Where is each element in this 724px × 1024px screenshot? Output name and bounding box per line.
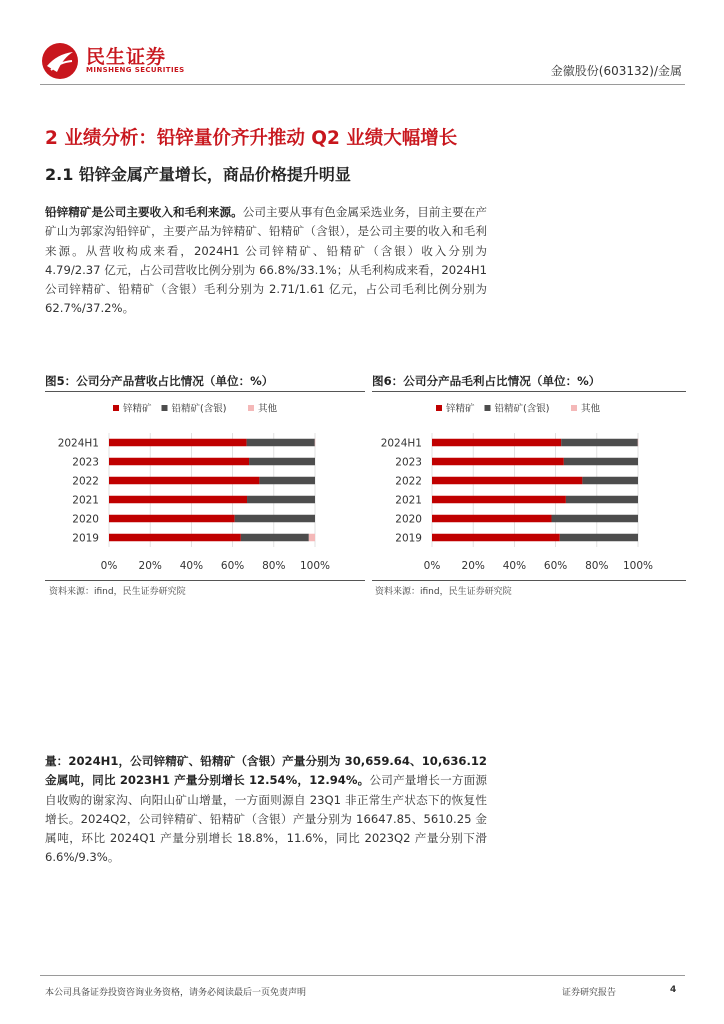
- minsheng-logo-icon: [41, 42, 79, 80]
- legend-item-2: [571, 403, 601, 415]
- figure6-title: 图6：公司分产品毛利占比情况（单位：%）: [372, 374, 601, 388]
- logo-text-en: MINSHENG SECURITIES: [86, 66, 185, 74]
- legend-item-0: [113, 403, 152, 415]
- y-tick-label-2: 2022: [72, 475, 99, 488]
- bar-0-3: [432, 496, 566, 504]
- x-tick-label-0: 0%: [100, 560, 118, 572]
- y-tick-label-3: 2021: [72, 494, 99, 507]
- bar-0-1: [109, 458, 249, 466]
- bar-2-0: [638, 439, 639, 447]
- production-paragraph-lead: 量：2024H1，公司锌精矿、铅精矿（含银）产量分别为 30,659.64、10,636.12 金属吨，同比 2023H1 产量分别增长 12.54%，12.94%。: [45, 754, 487, 788]
- legend-item-0: [436, 403, 475, 415]
- legend-item-1: [162, 403, 227, 415]
- bar-1-3: [566, 496, 638, 504]
- revenue-paragraph-body: 公司主要从事有色金属采选业务，目前主要在产矿山为郭家沟铅锌矿，主要产品为锌精矿、铅精矿（含银），是公司主要的收入和毛利来源。从营收构成来看，2024H1 公司锌精矿、铅精矿（含银）收入分别为 4.79/2.37 亿元，占公司营收比例分别为 66.8%/33.1%；从毛利构成来看，2024H1 公司锌精矿、铅精矿（含银）毛利分别为 2.71/1.61 亿元，占公司毛利比例分别为 62.7%/37.2%。: [45, 205, 487, 316]
- figure6-source: 资料来源：ifind，民生证券研究院: [375, 587, 512, 597]
- bar-0-0: [432, 439, 561, 447]
- figure5-top-rule: [45, 391, 365, 392]
- y-tick-label-5: 2019: [395, 532, 422, 545]
- y-tick-label-0: 2024H1: [57, 437, 99, 450]
- x-tick-label-4: 80%: [585, 560, 609, 572]
- bar-1-1: [249, 458, 315, 466]
- legend-swatch-1: [162, 405, 168, 411]
- y-tick-label-4: 2020: [72, 513, 99, 526]
- x-tick-label-2: 40%: [502, 560, 527, 572]
- y-tick-label-0: 2024H1: [380, 437, 422, 450]
- bar-1-4: [551, 515, 638, 523]
- legend-swatch-0: [436, 405, 442, 411]
- legend-item-2: [248, 403, 278, 415]
- bar-0-2: [109, 477, 259, 485]
- bar-1-5: [241, 534, 309, 542]
- subsection-heading: 2.1 铅锌金属产量增长，商品价格提升明显: [45, 165, 351, 184]
- bar-0-1: [432, 458, 564, 466]
- y-tick-label-3: 2021: [395, 494, 422, 507]
- x-tick-label-5: 100%: [622, 560, 654, 572]
- figure5-bottom-rule: [45, 580, 365, 581]
- legend-label-0: 锌精矿: [446, 403, 475, 415]
- x-tick-label-2: 40%: [179, 560, 204, 572]
- legend-label-1: 铅精矿(含银): [171, 403, 227, 415]
- production-paragraph: [45, 752, 487, 868]
- x-tick-label-1: 20%: [138, 560, 162, 572]
- bar-1-2: [259, 477, 315, 485]
- bar-1-3: [247, 496, 315, 504]
- y-tick-label-2: 2022: [395, 475, 422, 488]
- y-tick-label-5: 2019: [72, 532, 99, 545]
- bar-0-4: [109, 515, 235, 523]
- company-ticker: 金徽股份(603132)/金属: [550, 64, 682, 78]
- bar-1-0: [247, 439, 315, 447]
- y-tick-label-1: 2023: [72, 456, 99, 469]
- header-divider: [40, 84, 685, 85]
- bar-0-5: [109, 534, 241, 542]
- y-tick-label-1: 2023: [395, 456, 422, 469]
- figure5-source: 资料来源：ifind，民生证券研究院: [49, 587, 186, 597]
- legend-swatch-2: [248, 405, 254, 411]
- legend-label-0: 锌精矿: [123, 403, 152, 415]
- bar-0-4: [432, 515, 551, 523]
- figure6-chart: [368, 395, 686, 575]
- x-tick-label-3: 60%: [220, 560, 245, 572]
- bar-1-2: [582, 477, 638, 485]
- bar-1-5: [560, 534, 638, 542]
- legend-swatch-0: [113, 405, 119, 411]
- page-number: 4: [670, 985, 677, 995]
- figure5-title: 图5：公司分产品营收占比情况（单位：%）: [45, 374, 274, 388]
- footer-divider: [40, 975, 685, 976]
- bar-1-0: [561, 439, 638, 447]
- legend-swatch-2: [571, 405, 577, 411]
- x-tick-label-0: 0%: [423, 560, 441, 572]
- figure5-chart: [45, 395, 363, 575]
- production-paragraph-body: 公司产量增长一方面源自收购的谢家沟、向阳山矿山增量，一方面则源自 23Q1 非正常生产状态下的恢复性增长。2024Q2，公司锌精矿、铅精矿（含银）产量分别为 16647.85、5610.25 金属吨，环比 2024Q1 产量分别增长 18.8%，11.6%，同比 2023Q2 产量分别下滑 6.6%/9.3%。: [45, 773, 487, 865]
- bar-0-2: [432, 477, 582, 485]
- legend-label-2: 其他: [581, 403, 601, 415]
- revenue-paragraph: [45, 203, 487, 319]
- x-tick-label-4: 80%: [262, 560, 286, 572]
- bar-2-0: [315, 439, 316, 447]
- legend-item-1: [485, 403, 550, 415]
- figure6-bottom-rule: [372, 580, 686, 581]
- footer-report-type: 证券研究报告: [562, 988, 617, 998]
- section-heading: 2 业绩分析：铅锌量价齐升推动 Q2 业绩大幅增长: [45, 128, 458, 149]
- x-tick-label-3: 60%: [543, 560, 568, 572]
- bar-0-5: [432, 534, 560, 542]
- bar-1-1: [564, 458, 638, 466]
- y-tick-label-4: 2020: [395, 513, 422, 526]
- legend-label-1: 铅精矿(含银): [494, 403, 550, 415]
- bar-0-0: [109, 439, 247, 447]
- footer-disclaimer: 本公司具备证券投资咨询业务资格，请务必阅读最后一页免责声明: [45, 988, 307, 998]
- bar-2-5: [309, 534, 315, 542]
- x-tick-label-1: 20%: [461, 560, 485, 572]
- x-tick-label-5: 100%: [299, 560, 331, 572]
- bar-0-3: [109, 496, 247, 504]
- revenue-paragraph-lead: 铅锌精矿是公司主要收入和毛利来源。: [45, 205, 243, 219]
- bar-1-4: [235, 515, 315, 523]
- legend-label-2: 其他: [258, 403, 278, 415]
- logo-text-cn: 民生证券: [86, 46, 167, 68]
- figure6-top-rule: [372, 391, 686, 392]
- legend-swatch-1: [485, 405, 491, 411]
